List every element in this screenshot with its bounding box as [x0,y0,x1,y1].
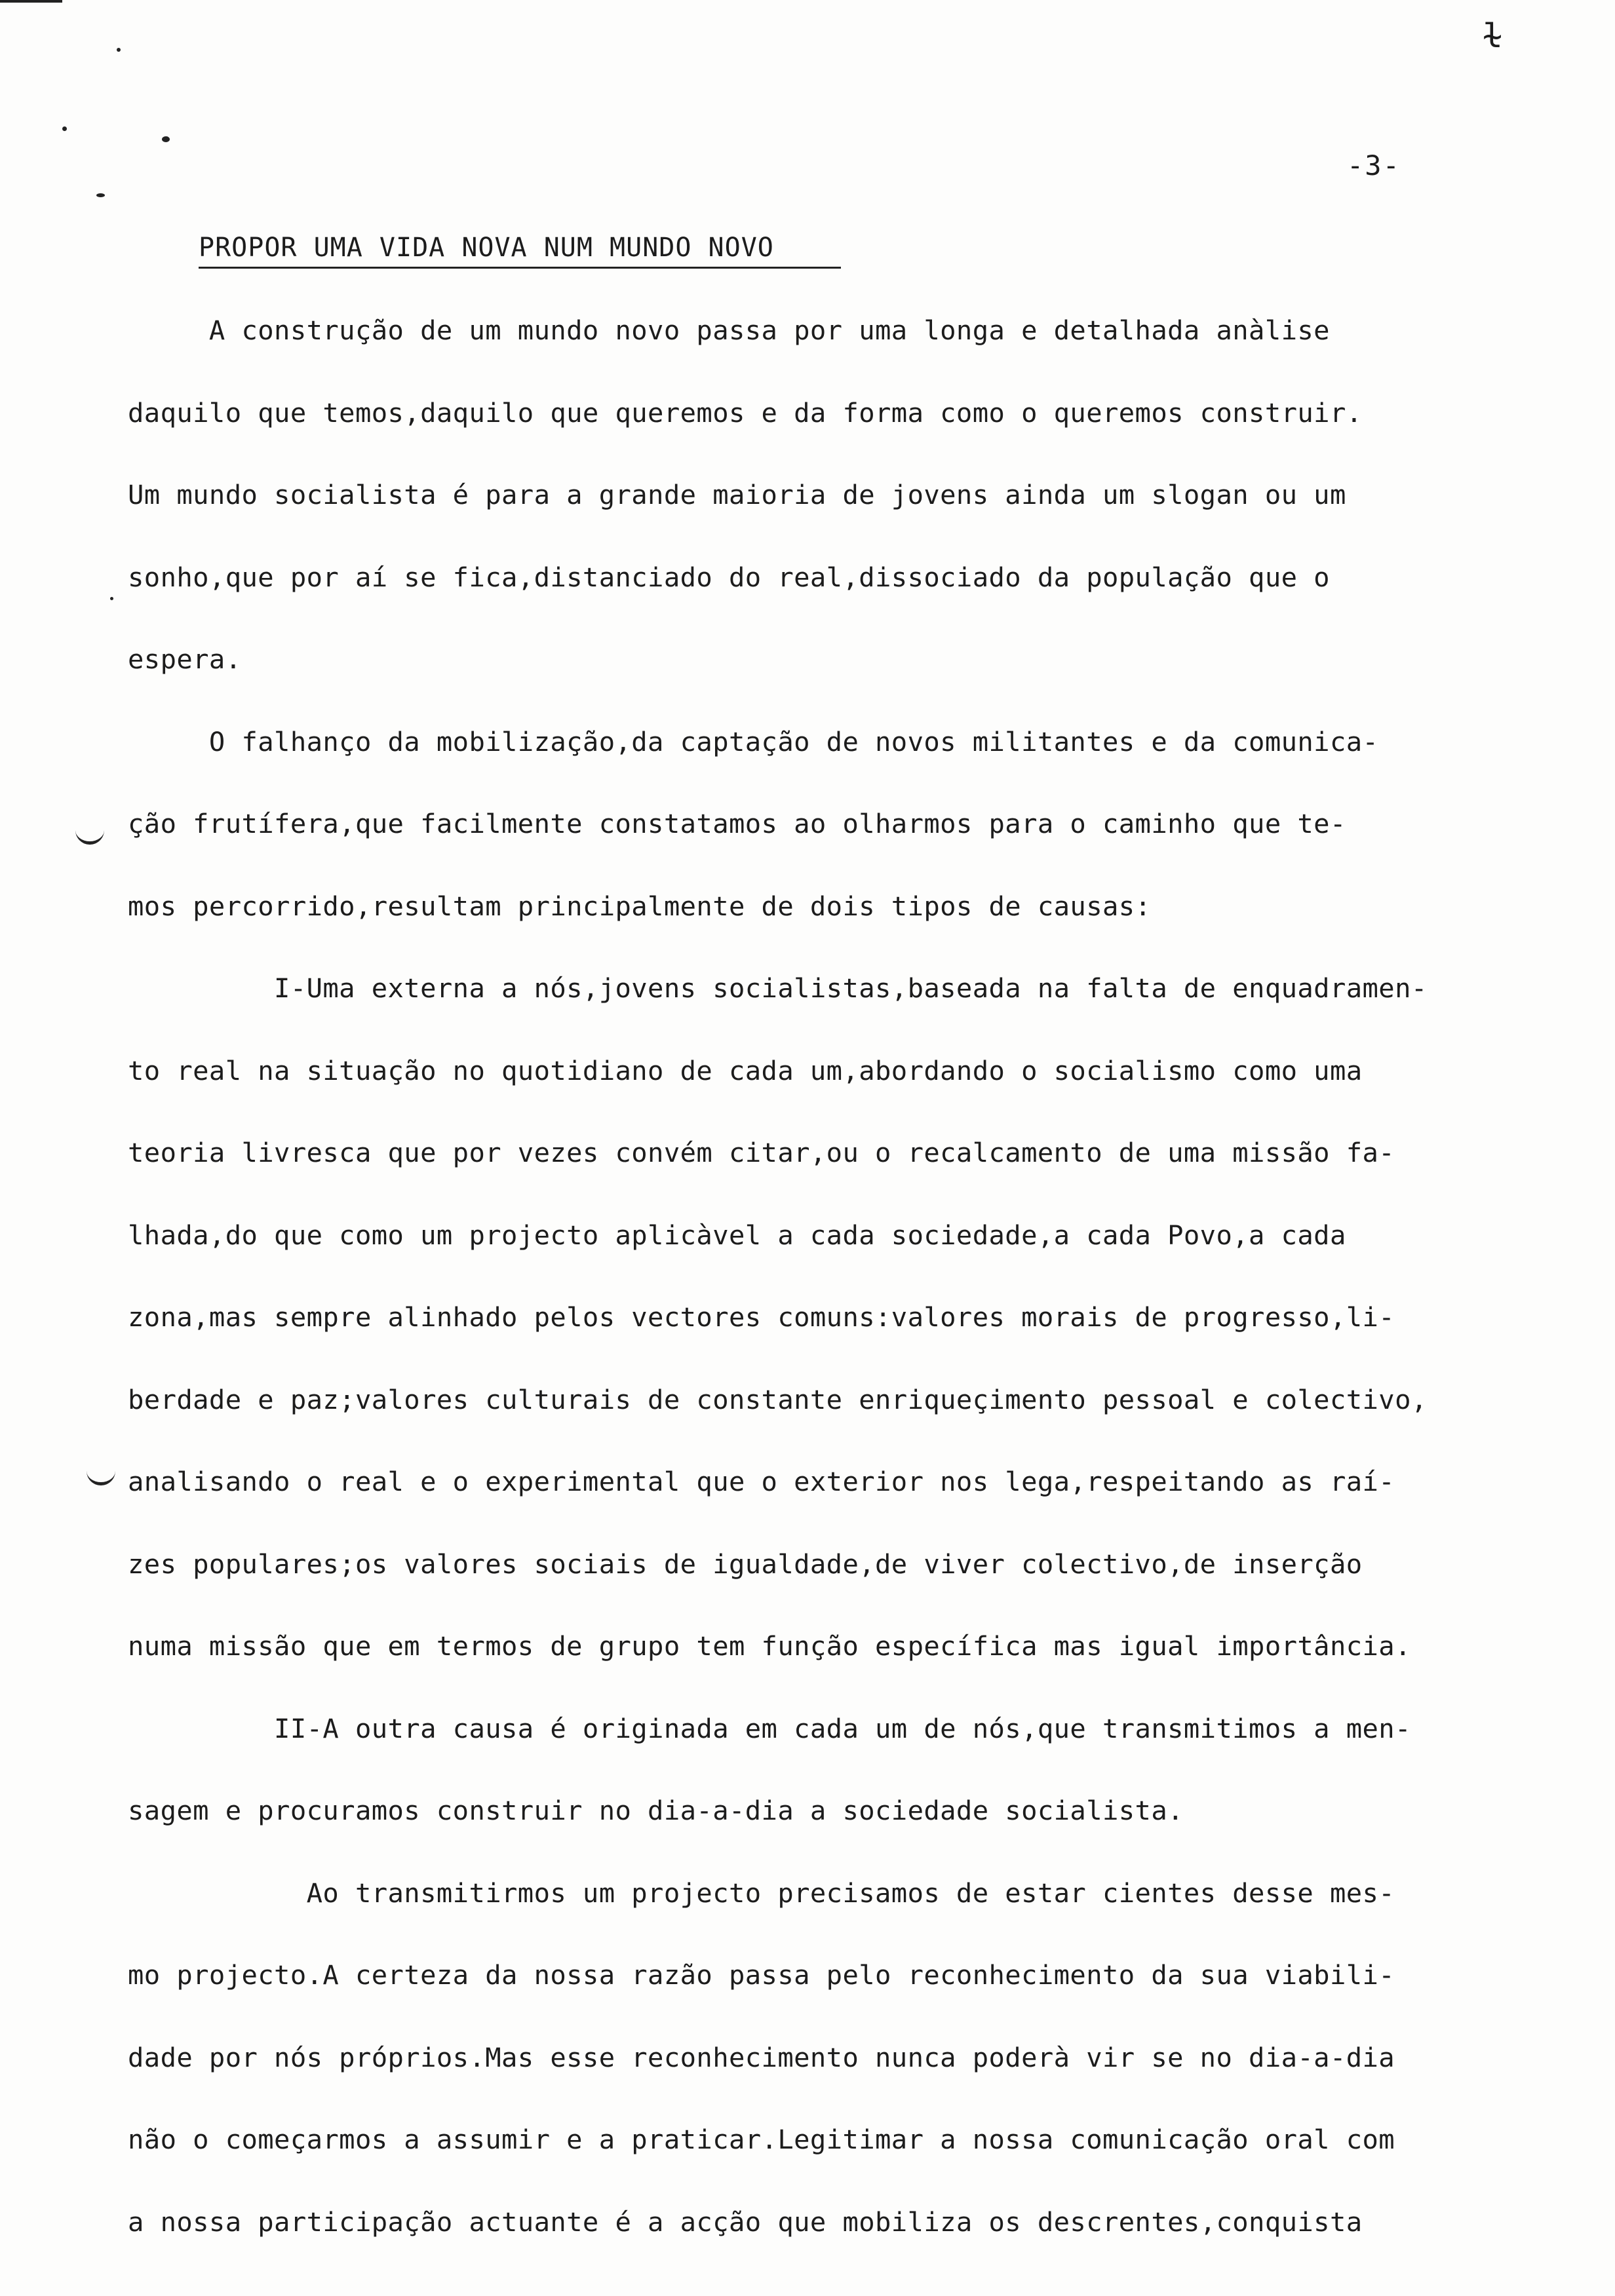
ink-speck-mark [96,193,105,197]
text-line: não o começarmos a assumir e a praticar.Legitimar a nossa comunicação oral com [128,2124,1395,2155]
document-heading: PROPOR UMA VIDA NOVA NUM MUNDO NOVO [199,233,841,269]
text-line: espera. [128,643,242,675]
text-line: ção frutífera,que facilmente constatamos ao olharmos para o caminho que te- [128,808,1346,839]
text-line: Ao transmitirmos um projecto precisamos de estar cientes desse mes- [128,1877,1395,1909]
page-number: -3- [1347,149,1401,182]
ink-speck-mark [117,48,121,52]
text-line: sonho,que por aí se fica,distanciado do real,dissociado da população que o [128,562,1330,593]
text-line: analisando o real e o experimental que o exterior nos lega,respeitando as raí- [128,1466,1395,1497]
text-line: to real na situação no quotidiano de cada um,abordando o socialismo como uma [128,1055,1363,1086]
text-line: berdade e paz;valores culturais de constante enriqueçimento pessoal e colectivo, [128,1384,1428,1415]
top-edge-rule [0,0,62,3]
ink-speck-mark [162,136,170,142]
text-line: zona,mas sempre alinhado pelos vectores comuns:valores morais de progresso,li- [128,1301,1395,1333]
text-line: daquilo que temos,daquilo que queremos e da forma como o queremos construir. [128,397,1363,429]
text-line: numa missão que em termos de grupo tem função específica mas igual importância. [128,1630,1411,1662]
text-line: dade por nós próprios.Mas esse reconhecimento nunca poderà vir se no dia-a-dia [128,2042,1395,2073]
text-line: Um mundo socialista é para a grande maioria de jovens ainda um slogan ou um [128,479,1346,510]
margin-brace-mark-icon [87,1468,115,1485]
ink-speck-mark [62,126,67,131]
text-line: lhada,do que como um projecto aplicàvel a cada sociedade,a cada Povo,a cada [128,1219,1346,1251]
text-line: mos percorrido,resultam principalmente de dois tipos de causas: [128,890,1152,922]
text-line: sagem e procuramos construir no dia-a-dia a sociedade socialista. [128,1795,1184,1826]
text-line: I-Uma externa a nós,jovens socialistas,baseada na falta de enquadramen- [128,972,1428,1004]
text-line: O falhanço da mobilização,da captação de novos militantes e da comunica- [128,726,1379,757]
margin-brace-mark-icon [75,827,104,845]
text-line: zes populares;os valores sociais de igualdade,de viver colectivo,de inserção [128,1548,1363,1580]
text-line: II-A outra causa é originada em cada um de nós,que transmitimos a men- [128,1713,1411,1744]
text-line: mo projecto.A certeza da nossa razão passa pelo reconhecimento da sua viabili- [128,1959,1395,1991]
margin-tick-mark-icon: ɫ [1483,17,1503,55]
text-line: teoria livresca que por vezes convém citar,ou o recalcamento de uma missão fa- [128,1137,1395,1168]
ink-speck-mark [110,597,113,600]
text-line: a nossa participação actuante é a acção que mobiliza os descrentes,conquista [128,2206,1363,2238]
text-line: A construção de um mundo novo passa por uma longa e detalhada anàlise [128,315,1330,346]
